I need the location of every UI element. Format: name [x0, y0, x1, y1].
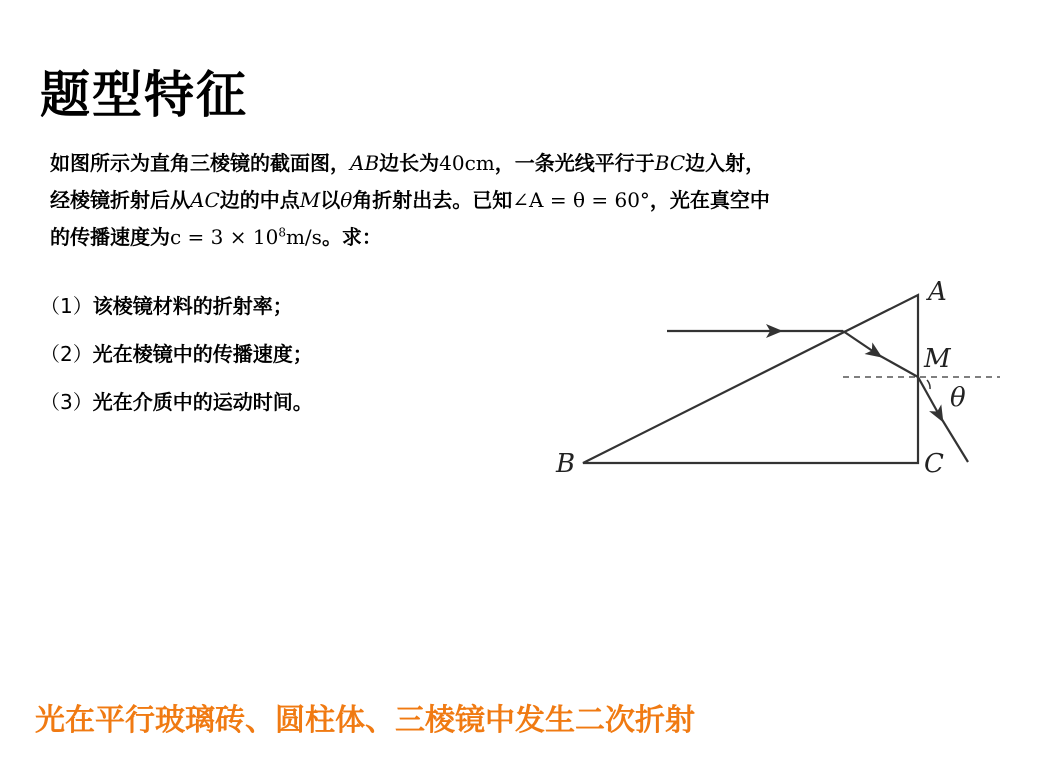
text-segment: 经棱镜折射后从	[50, 188, 190, 212]
question-text: 光在介质中的运动时间。	[92, 390, 313, 414]
page-title: 题型特征	[40, 66, 248, 124]
math-ac: AC	[190, 188, 220, 212]
question-number: （2）	[40, 342, 93, 366]
problem-statement	[50, 145, 1025, 256]
problem-line-1	[50, 145, 1025, 182]
math-theta: θ	[340, 188, 353, 212]
math-speed-equation: c = 3 × 10	[170, 225, 279, 249]
question-text: 光在棱镜中的传播速度；	[92, 342, 313, 366]
text-segment: 。求：	[321, 225, 382, 249]
math-exponent: 8	[278, 225, 286, 240]
theta-angle-arc	[927, 380, 930, 389]
point-label-m: M	[924, 344, 951, 374]
text-segment: 如图所示为直角三棱镜的截面图，	[50, 151, 350, 175]
problem-line-3	[50, 219, 1025, 256]
prism-diagram	[540, 270, 1010, 485]
question-list	[40, 282, 313, 426]
internal-ray	[875, 353, 918, 377]
text-segment: 以	[320, 188, 341, 212]
text-segment: 边长为	[379, 151, 440, 175]
text-segment: 边入射，	[685, 151, 766, 175]
text-segment: 的传播速度为	[50, 225, 170, 249]
math-m: M	[299, 188, 321, 212]
text-segment: 边的中点	[219, 188, 300, 212]
text-segment: 角折射出去。已知	[352, 188, 513, 212]
vertex-label-b: B	[556, 449, 576, 479]
text-segment: ，一条光线平行于	[494, 151, 655, 175]
math-unit: m/s	[285, 225, 322, 249]
problem-line-2	[50, 182, 1025, 219]
math-angle-equation: ∠A = θ = 60°	[512, 188, 650, 212]
prism-triangle	[583, 295, 918, 463]
angle-label-theta: θ	[950, 383, 966, 413]
question-number: （3）	[40, 390, 93, 414]
question-item	[40, 378, 313, 426]
question-item	[40, 330, 313, 378]
question-number: （1）	[40, 294, 93, 318]
math-ab: AB	[350, 151, 380, 175]
math-bc: BC	[654, 151, 686, 175]
text-segment: ，光在真空中	[649, 188, 770, 212]
footer-note: 光在平行玻璃砖、圆柱体、三棱镜中发生二次折射	[35, 703, 695, 738]
math-length: 40cm	[439, 151, 495, 175]
question-text: 该棱镜材料的折射率；	[92, 294, 293, 318]
vertex-label-a: A	[928, 277, 947, 307]
internal-ray-arrow	[843, 331, 880, 356]
vertex-label-c: C	[924, 449, 944, 479]
question-item	[40, 282, 313, 330]
